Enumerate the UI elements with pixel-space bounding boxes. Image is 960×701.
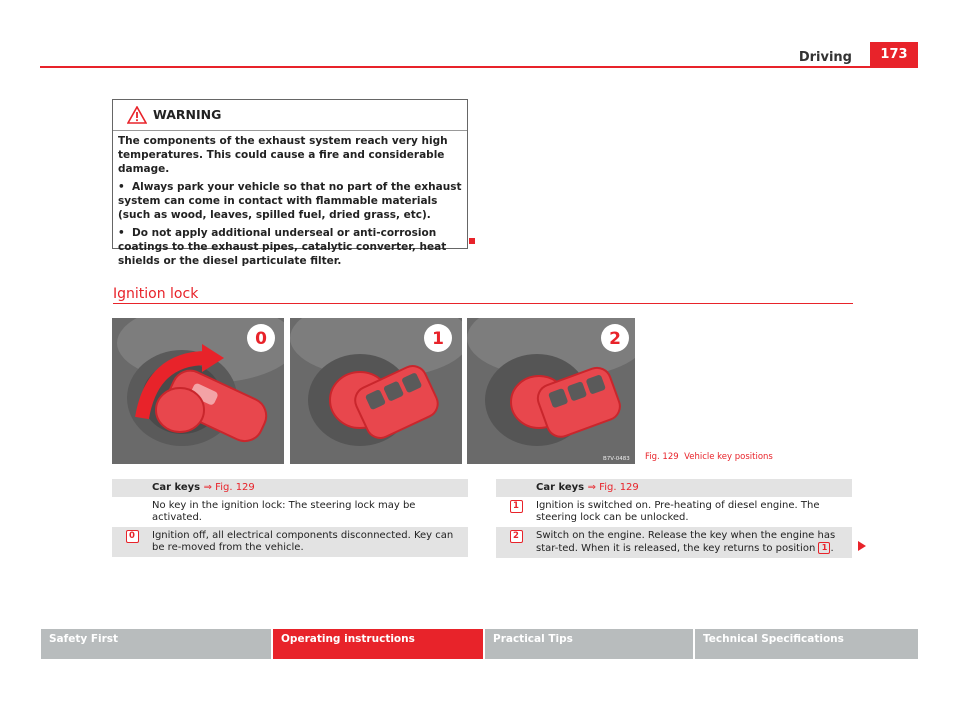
section-rule [113,303,853,304]
table-cell-text: No key in the ignition lock: The steering lock may be activated. [152,500,416,523]
position-2-label [599,322,631,354]
page-number: 173 [870,42,918,66]
section-end-marker [469,238,475,244]
table-cell-text: Switch on the engine. Release the key when the engine has star-ted. When it is released, the key returns to position 1 . [536,530,836,554]
table-row [112,527,468,557]
position-0-label [245,322,277,354]
figure-caption [645,452,773,462]
position-badge: 1 [510,500,523,513]
footer-tab-technical-specifications[interactable]: Technical Specifications [695,629,918,659]
footer-tab-practical-tips[interactable]: Practical Tips [485,629,693,659]
warning-body [113,131,467,275]
table-header [112,479,468,497]
position-badge: 0 [126,530,139,543]
svg-text:2: 2 [609,329,621,349]
figure-panel-key-position-1 [290,318,462,464]
table-header-label: Car keys [536,482,585,493]
table-cell-text: Ignition is switched on. Pre-heating of diesel engine. The steering lock can be unlocked. [536,500,820,523]
figure-caption-text: Vehicle key positions [684,452,773,462]
table-row [496,497,852,527]
table-row [112,497,468,527]
position-badge: 2 [510,530,523,543]
warning-box [112,99,468,267]
section-title: Ignition lock [113,286,199,302]
warning-triangle-icon [127,106,147,124]
table-row [496,527,852,558]
key-positions-table-left [112,479,468,557]
footer-tab-safety-first[interactable]: Safety First [41,629,271,659]
figure-panel-key-position-0 [112,318,284,464]
warning-bullet: • Do not apply additional underseal or anti-corrosion coatings to the exhaust pipes, catalytic converter, heat shields or the diesel particulate filter. [118,227,447,267]
running-header-title: Driving [798,50,852,65]
footer-tab-operating-instructions[interactable]: Operating instructions [273,629,483,659]
position-badge-inline[interactable]: 1 [818,542,830,554]
warning-header [113,100,467,131]
figure-panel-key-position-2 [467,318,635,464]
figure-caption-number: Fig. 129 [645,452,679,462]
figure-link[interactable]: ⇒ Fig. 129 [203,482,255,493]
table-header [496,479,852,497]
continued-arrow-icon [858,541,866,551]
svg-text:1: 1 [432,329,444,349]
figure-code: B7V-0483 [603,456,630,462]
warning-bullet: • Always park your vehicle so that no part of the exhaust system can come in contact with flammable materials (such as wood, leaves, spilled fuel, dried grass, etc). [118,181,462,221]
table-cell-text: Ignition off, all electrical components disconnected. Key can be re-moved from the vehicle. [152,530,454,553]
warning-heading: WARNING [153,107,222,122]
warning-intro: The components of the exhaust system reach very high temperatures. This could cause a fire and considerable damage. [118,135,448,175]
position-1-label [422,322,454,354]
figure-link[interactable]: ⇒ Fig. 129 [587,482,639,493]
key-positions-table-right [496,479,852,558]
table-header-label: Car keys [152,482,201,493]
header-rule [40,66,918,68]
svg-text:0: 0 [255,329,267,349]
